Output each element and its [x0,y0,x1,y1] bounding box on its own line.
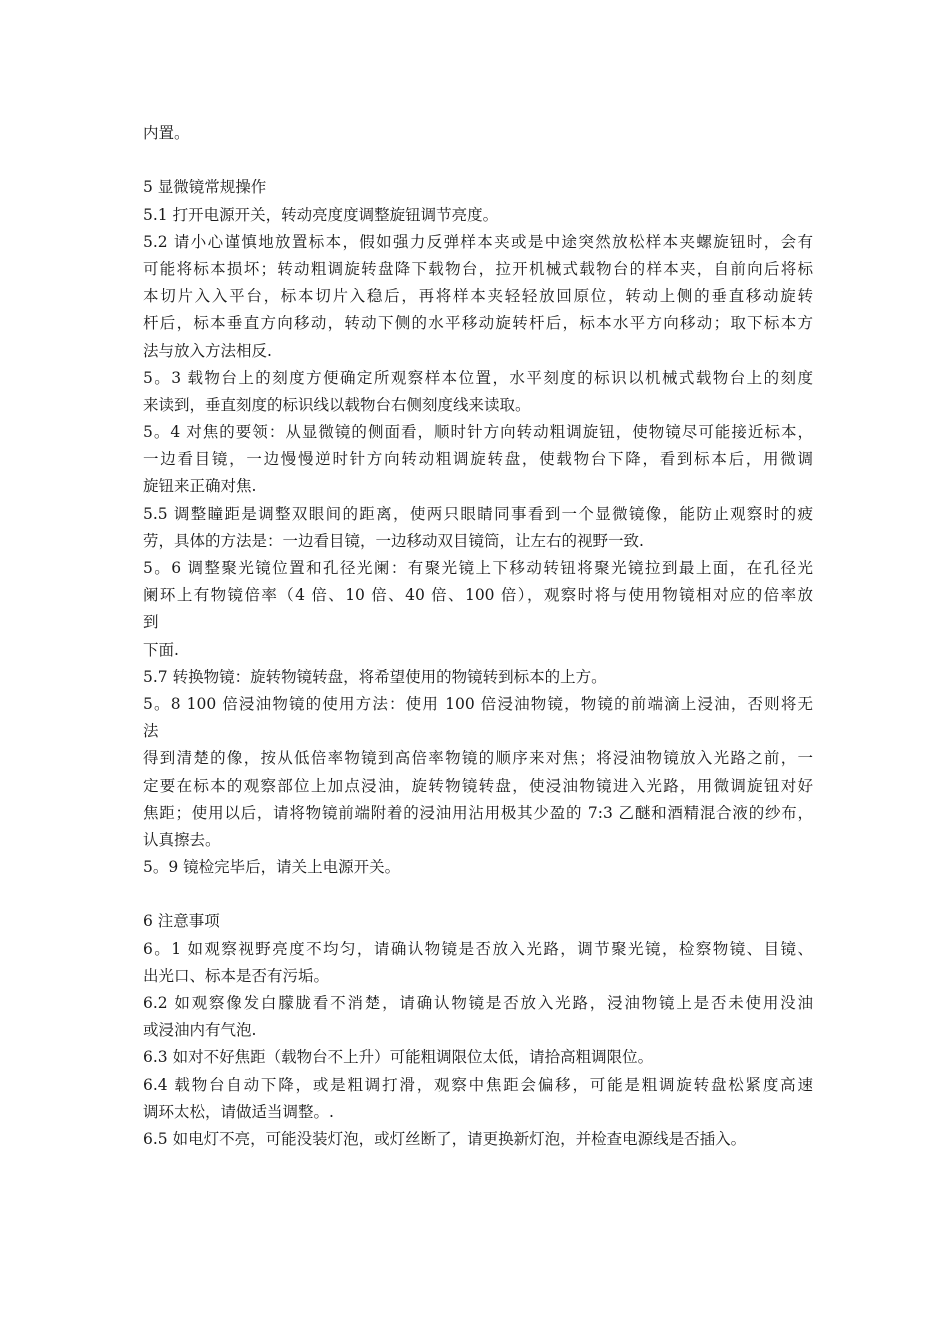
paragraph-5-7: 5.7 转换物镜：旋转物镜转盘，将希望使用的物镜转到标本的上方。 [143,667,607,686]
paragraph-5-6-line: 下面. [143,640,179,659]
paragraph-5-4-line: 旋钮来正确对焦. [143,477,257,496]
paragraph-5-2-line: 本切片入入平台，标本切片入稳后，再将样本夹轻轻放回原位，转动上侧的垂直移动旋转 [143,287,813,306]
paragraph-6-1-line: 6。1 如观察视野亮度不均匀，请确认物镜是否放入光路，调节聚光镜，检察物镜、目镜、 [143,939,813,958]
paragraph-6-5: 6.5 如电灯不亮，可能没装灯泡，或灯丝断了，请更换新灯泡，并检查电源线是否插入。 [143,1129,747,1148]
spacer [143,881,813,908]
paragraph-6-1-line: 出光口、标本是否有污垢。 [143,966,330,985]
intro-text: 内置。 [143,124,190,142]
paragraph-5-1: 5.1 打开电源开关，转动亮度度调整旋钮调节亮度。 [143,205,499,224]
paragraph-5-8-line: 得到清楚的像，按从低倍率物镜到高倍率物镜的顺序来对焦；将浸油物镜放入光路之前，一 [143,749,813,768]
paragraph-5-6-line: 阑环上有物镜倍率（4 倍、10 倍、40 倍、100 倍），观察时将与使用物镜相对应的倍率放 [143,586,813,605]
paragraph-5-5-line: 5.5 调整瞳距是调整双眼间的距离，使两只眼睛同事看到一个显微镜像，能防止观察时的疲 [143,504,813,523]
section-5-heading: 5 显微镜常规操作 [143,178,267,197]
paragraph-5-2-line: 可能将标本损坏；转动粗调旋转盘降下载物台，拉开机械式载物台的样本夹，自前向后将标 [143,259,813,278]
paragraph-6-4-line: 调环太松，请做适当调整。. [143,1102,334,1121]
paragraph-5-8-line: 定要在标本的观察部位上加点浸油，旋转物镜转盘，使浸油物镜进入光路，用微调旋钮对好 [143,776,813,795]
section-6-heading: 6 注意事项 [143,912,220,931]
paragraph-5-8-line: 5。8 100 倍浸油物镜的使用方法：使用 100 倍浸油物镜，物镜的前端滴上浸油，否则将无 [143,694,813,713]
paragraph-6-2-line: 或浸油内有气泡. [143,1021,257,1040]
paragraph-5-8-line: 法 [143,722,159,741]
paragraph-6-2-line: 6.2 如观察像发白朦胧看不消楚，请确认物镜是否放入光路，浸油物镜上是否未使用没油 [143,994,813,1012]
paragraph-5-6-line: 5。6 调整聚光镜位置和孔径光阑：有聚光镜上下移动转钮将聚光镜拉到最上面，在孔径光 [143,559,813,577]
document-body [143,120,813,1153]
paragraph-5-8-line: 认真擦去。 [143,830,221,849]
paragraph-5-4-line: 5。4 对焦的要领：从显微镜的侧面看，顺时针方向转动粗调旋钮，使物镜尽可能接近标本， [143,423,813,442]
paragraph-6-3: 6.3 如对不好焦距（载物台不上升）可能粗调限位太低，请拾高粗调限位。 [143,1048,654,1067]
paragraph-5-3-line: 来读到，垂直刻度的标识线以载物台右侧刻度线来读取。 [143,395,531,414]
paragraph-5-5-line: 劳，具体的方法是：一边看目镜，一边移动双目镜筒，让左右的视野一致. [143,531,644,550]
paragraph-5-9: 5。9 镜检完毕后，请关上电源开关。 [143,858,401,877]
paragraph-5-3-line: 5。3 载物台上的刻度方便确定所观察样本位置，水平刻度的标识以机械式载物台上的刻度 [143,368,813,387]
paragraph-6-4-line: 6.4 载物台自动下降，或是粗调打滑，观察中焦距会偏移，可能是粗调旋转盘松紧度高速 [143,1075,813,1094]
spacer [143,147,813,174]
paragraph-5-8-line: 焦距；使用以后，请将物镜前端附着的浸油用沾用极其少盈的 7:3 乙醚和酒精混合液的纱布， [143,803,813,822]
paragraph-5-6-line: 到 [143,613,159,632]
paragraph-5-2-line: 5.2 请小心谨慎地放置标本，假如强力反弹样本夹或是中途突然放松样本夹螺旋钮时，会有 [143,232,813,251]
paragraph-5-2-line: 杆后，标本垂直方向移动，转动下侧的水平移动旋转杆后，标本水平方向移动；取下标本方 [143,314,813,333]
paragraph-5-2-line: 法与放入方法相反. [143,341,272,360]
paragraph-5-4-line: 一边看目镜，一边慢慢逆时针方向转动粗调旋转盘，使载物台下降，看到标本后，用微调 [143,450,813,469]
